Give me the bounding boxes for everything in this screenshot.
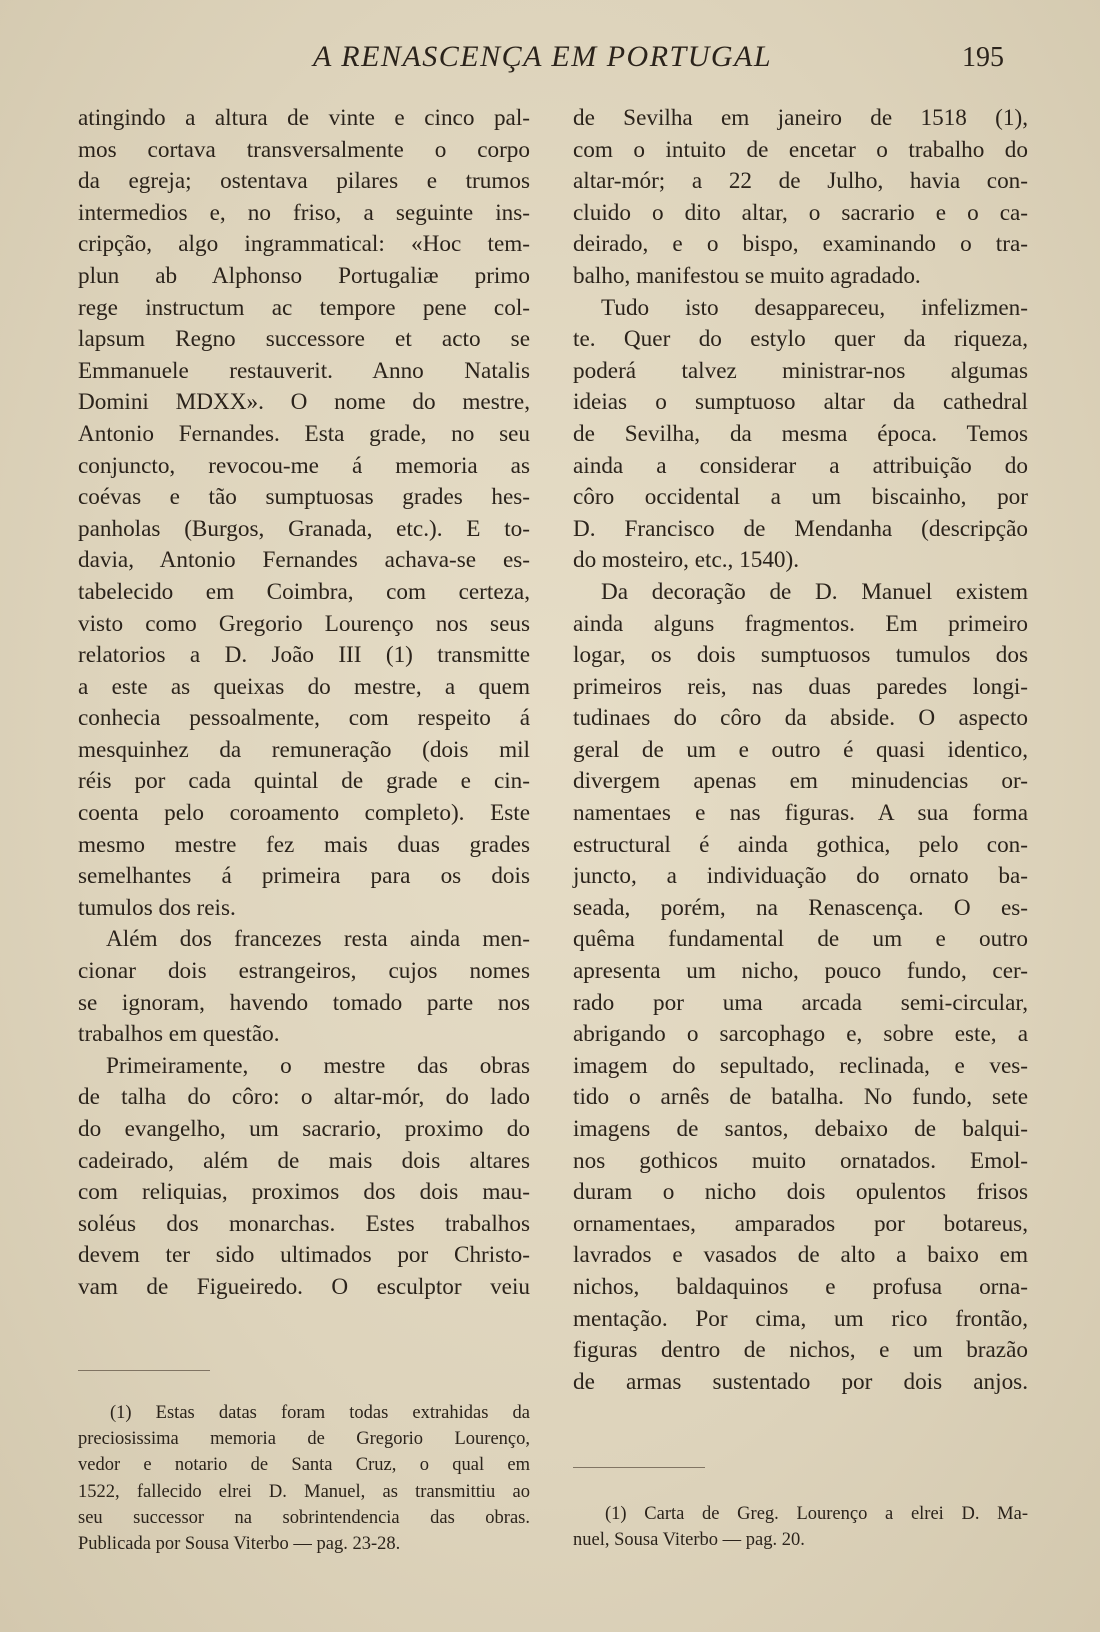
text-line: rado por uma arcada semi-circular,	[573, 989, 1028, 1016]
text-line: de Sevilha em janeiro de 1518 (1),	[573, 105, 1028, 131]
text-line: de talha do côro: o altar-mór, do lado	[78, 1084, 530, 1111]
text-line: panholas (Burgos, Granada, etc.). E to-	[78, 515, 530, 542]
text-line: altar-mór; a 22 de Julho, havia con-	[573, 168, 1028, 195]
text-line: imagem do sepultado, reclinada, e ves-	[573, 1052, 1028, 1079]
text-line: geral de um e outro é quasi identico,	[573, 736, 1028, 763]
left-column	[78, 103, 530, 1304]
text-line: figuras dentro de nichos, e um brazão	[573, 1337, 1028, 1364]
text-line: rege instructum ac tempore pene col-	[78, 294, 530, 321]
text-line: com o intuito de encetar o trabalho do	[573, 136, 1028, 163]
text-line: primeiros reis, nas duas paredes longi-	[573, 673, 1028, 700]
left-footnote	[78, 1400, 530, 1557]
text-line: ornamentaes, amparados por botareus,	[573, 1210, 1028, 1237]
paragraph-start: Primeiramente, o mestre das obras	[106, 1052, 530, 1079]
footnote-line: preciosissima memoria de Gregorio Lourenço,	[78, 1429, 530, 1450]
text-line: nichos, baldaquinos e profusa orna-	[573, 1273, 1028, 1300]
footnote-separator	[78, 1370, 210, 1371]
footnote-line: (1) Carta de Greg. Lourenço a elrei D. Ma-	[605, 1504, 1028, 1524]
text-line: Antonio Fernandes. Esta grade, no seu	[78, 420, 530, 447]
text-line: conjuncto, revocou-me á memoria as	[78, 452, 530, 479]
text-line: da egreja; ostentava pilares e trumos	[78, 168, 530, 195]
text-line: do mosteiro, etc., 1540).	[573, 547, 800, 574]
text-line: nos gothicos muito ornatados. Emol-	[573, 1147, 1028, 1174]
text-line: D. Francisco de Mendanha (descripção	[573, 515, 1028, 542]
text-line: côro occidental a um biscainho, por	[573, 484, 1028, 511]
text-line: visto como Gregorio Lourenço nos seus	[78, 610, 530, 637]
text-line: quêma fundamental de um e outro	[573, 926, 1028, 953]
running-head: A RENASCENÇA EM PORTUGAL	[313, 40, 773, 73]
text-line: balho, manifestou se muito agradado.	[573, 262, 921, 289]
footnote-line: 1522, fallecido elrei D. Manuel, as transmittiu ao	[78, 1481, 530, 1502]
page-number: 195	[962, 42, 1004, 73]
text-line: plun ab Alphonso Portugaliæ primo	[78, 262, 530, 289]
text-line: ideias o sumptuoso altar da cathedral	[573, 389, 1028, 416]
text-line: conhecia pessoalmente, com respeito á	[78, 705, 530, 732]
text-line: Emmanuele restauverit. Anno Natalis	[78, 357, 530, 384]
text-line: duram o nicho dois opulentos frisos	[573, 1179, 1028, 1206]
text-line: coenta pelo coroamento completo). Este	[78, 800, 530, 827]
right-column	[573, 103, 1028, 1398]
footnote-line: Publicada por Sousa Viterbo — pag. 23-28.	[78, 1533, 401, 1554]
text-line: cluido o dito altar, o sacrario e o ca-	[573, 199, 1028, 226]
text-line: intermedios e, no friso, a seguinte ins-	[78, 199, 530, 226]
footnote-line: seu successor na sobrintendencia das obras.	[78, 1507, 530, 1528]
paragraph-start: Tudo isto desappareceu, infelizmen-	[601, 294, 1028, 321]
text-line: vam de Figueiredo. O esculptor veiu	[78, 1273, 530, 1300]
text-line: lavrados e vasados de alto a baixo em	[573, 1242, 1028, 1269]
text-line: semelhantes á primeira para os dois	[78, 863, 530, 890]
text-line: apresenta um nicho, pouco fundo, cer-	[573, 958, 1028, 985]
footnote-line: (1) Estas datas foram todas extrahidas da	[110, 1403, 530, 1423]
text-line: mos cortava transversalmente o corpo	[78, 136, 530, 163]
text-line: namentaes e nas figuras. A sua forma	[573, 800, 1028, 827]
text-line: de armas sustentado por dois anjos.	[573, 1368, 1028, 1395]
text-line: cionar dois estrangeiros, cujos nomes	[78, 958, 530, 985]
text-line: cripção, algo ingrammatical: «Hoc tem-	[78, 231, 530, 258]
text-line: coévas e tão sumptuosas grades hes-	[78, 484, 530, 511]
paragraph-start: Da decoração de D. Manuel existem	[601, 578, 1028, 605]
footnote-line: vedor e notario de Santa Cruz, o qual em	[78, 1455, 530, 1476]
text-line: se ignoram, havendo tomado parte nos	[78, 989, 530, 1016]
text-line: mesmo mestre fez mais duas grades	[78, 831, 530, 858]
text-line: tumulos dos reis.	[78, 894, 236, 921]
text-line: soléus dos monarchas. Estes trabalhos	[78, 1210, 530, 1237]
text-line: deirado, e o bispo, examinando o tra-	[573, 231, 1028, 258]
text-line: ainda a considerar a attribuição do	[573, 452, 1028, 479]
right-footnote	[573, 1501, 1028, 1553]
text-line: poderá talvez ministrar-nos algumas	[573, 357, 1028, 384]
text-line: logar, os dois sumptuosos tumulos dos	[573, 642, 1028, 669]
text-line: juncto, a individuação do ornato ba-	[573, 863, 1028, 890]
text-line: imagens de santos, debaixo de balqui-	[573, 1116, 1028, 1142]
paragraph-start: Além dos francezes resta ainda men-	[106, 926, 530, 953]
text-line: atingindo a altura de vinte e cinco pal-	[78, 105, 530, 131]
text-line: de Sevilha, da mesma época. Temos	[573, 420, 1028, 447]
text-line: do evangelho, um sacrario, proximo do	[78, 1116, 530, 1142]
text-line: davia, Antonio Fernandes achava-se es-	[78, 547, 530, 574]
text-line: ainda alguns fragmentos. Em primeiro	[573, 610, 1028, 637]
text-line: lapsum Regno successore et acto se	[78, 326, 530, 353]
text-line: Domini MDXX». O nome do mestre,	[78, 389, 530, 416]
text-line: seada, porém, na Renascença. O es-	[573, 894, 1028, 921]
text-line: a este as queixas do mestre, a quem	[78, 673, 530, 700]
page-header	[0, 40, 1100, 80]
text-line: réis por cada quintal de grade e cin-	[78, 768, 530, 795]
text-line: tido o arnês de batalha. No fundo, sete	[573, 1084, 1028, 1111]
text-line: tabelecido em Coimbra, com certeza,	[78, 578, 530, 605]
text-line: relatorios a D. João III (1) transmitte	[78, 642, 530, 669]
text-line: cadeirado, além de mais dois altares	[78, 1147, 530, 1174]
text-line: divergem apenas em minudencias or-	[573, 768, 1028, 795]
text-line: mesquinhez da remuneração (dois mil	[78, 736, 530, 763]
text-line: devem ter sido ultimados por Christo-	[78, 1242, 530, 1269]
text-line: abrigando o sarcophago e, sobre este, a	[573, 1021, 1028, 1048]
text-line: estructural é ainda gothica, pelo con-	[573, 831, 1028, 858]
text-line: com reliquias, proximos dos dois mau-	[78, 1179, 530, 1206]
text-line: te. Quer do estylo quer da riqueza,	[573, 326, 1028, 353]
text-line: tudinaes do côro da abside. O aspecto	[573, 705, 1028, 732]
footnote-separator	[573, 1467, 705, 1468]
footnote-line: nuel, Sousa Viterbo — pag. 20.	[573, 1530, 805, 1551]
text-line: trabalhos em questão.	[78, 1021, 280, 1048]
text-line: mentação. Por cima, um rico frontão,	[573, 1305, 1028, 1332]
